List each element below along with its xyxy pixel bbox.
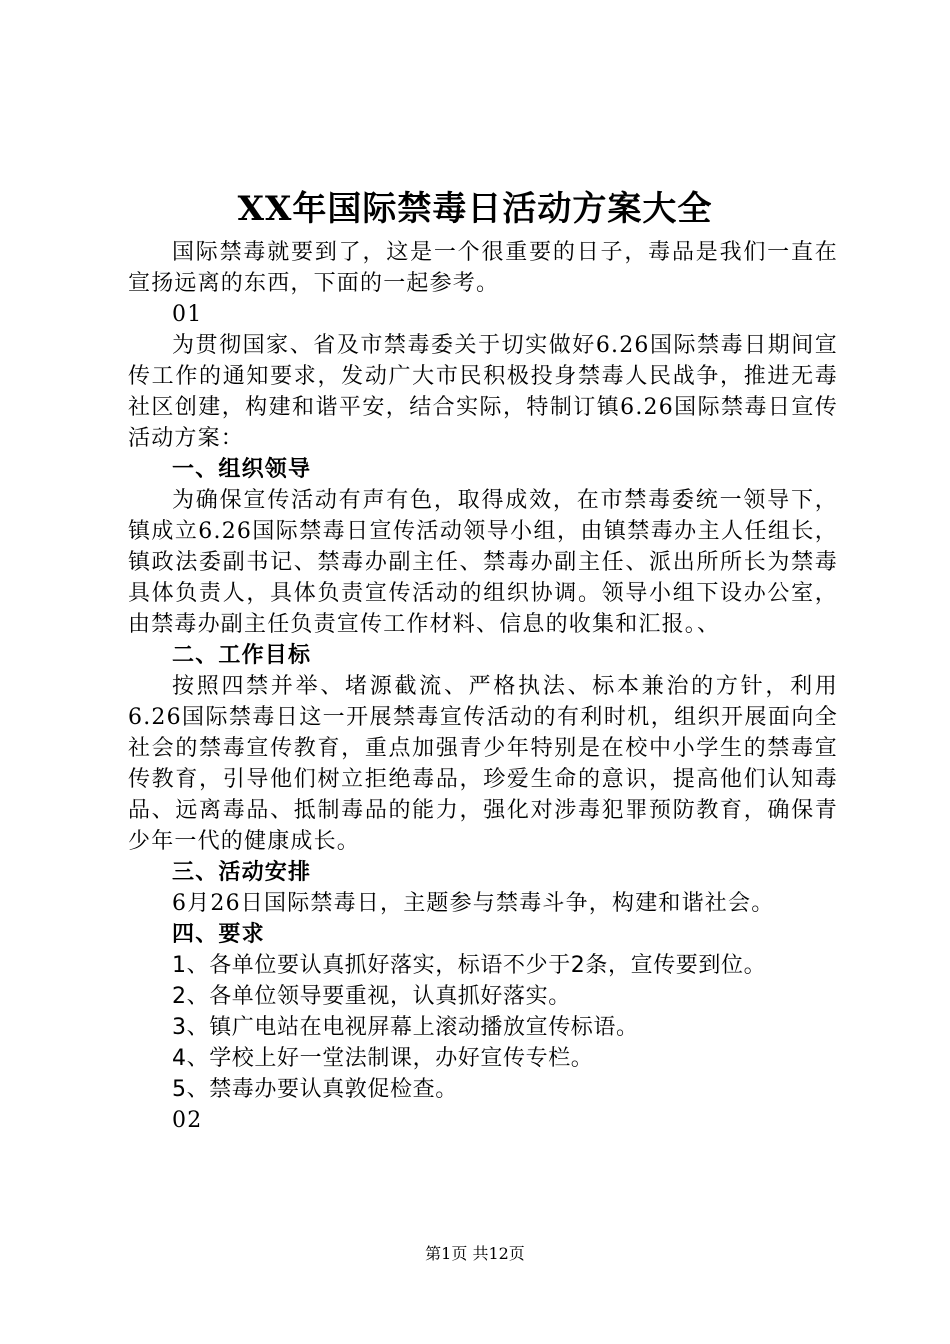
- arrangement-paragraph: 6月26日国际禁毒日，主题参与禁毒斗争，构建和谐社会。: [172, 891, 775, 916]
- requirement-item: 4、学校上好一堂法制课，办好宣传专栏。: [172, 1046, 594, 1071]
- heading-organization: 一、组织领导: [172, 457, 312, 482]
- heading-goals: 二、工作目标: [172, 643, 312, 668]
- requirement-item: 3、镇广电站在电视屏幕上滚动播放宣传标语。: [172, 1015, 639, 1040]
- requirement-item: 1、各单位要认真抓好落实，标语不少于2条，宣传要到位。: [172, 953, 767, 978]
- heading-arrangement: 三、活动安排: [172, 860, 312, 885]
- section-number-01: 01: [172, 302, 203, 327]
- intro-paragraph: 国际禁毒就要到了，这是一个很重要的日子，毒品是我们一直在宣扬远离的东西，下面的一起参考。: [128, 240, 838, 296]
- document-title: XX年国际禁毒日活动方案大全: [237, 189, 713, 229]
- page-footer: 第1页 共12页: [425, 1244, 525, 1263]
- section1-paragraph: 为贯彻国家、省及市禁毒委关于切实做好6.26国际禁毒日期间宣传工作的通知要求，发动广大市民积极投身禁毒人民战争，推进无毒社区创建，构建和谐平安，结合实际，特制订镇6.26国际禁毒日宣传活动方案：: [128, 333, 838, 451]
- heading-requirements: 四、要求: [172, 922, 265, 947]
- organization-paragraph: 为确保宣传活动有声有色，取得成效，在市禁毒委统一领导下，镇成立6.26国际禁毒日宣传活动领导小组，由镇禁毒办主人任组长，镇政法委副书记、禁毒办副主任、禁毒办副主任、派出所所长为禁毒具体负责人，具体负责宣传活动的组织协调。领导小组下设办公室，由禁毒办副主任负责宣传工作材料、信息的收集和汇报。、: [128, 488, 838, 637]
- document-body: [128, 237, 838, 1136]
- requirement-item: 2、各单位领导要重视，认真抓好落实。: [172, 984, 571, 1009]
- goals-paragraph: 按照四禁并举、堵源截流、严格执法、标本兼治的方针，利用6.26国际禁毒日这一开展禁毒宣传活动的有利时机，组织开展面向全社会的禁毒宣传教育，重点加强青少年特别是在校中小学生的禁毒宣传教育，引导他们树立拒绝毒品，珍爱生命的意识，提高他们认知毒品、远离毒品、抵制毒品的能力，强化对涉毒犯罪预防教育，确保青少年一代的健康成长。: [128, 674, 838, 854]
- section-number-02: 02: [172, 1108, 203, 1133]
- requirement-item: 5、禁毒办要认真敦促检查。: [172, 1077, 458, 1102]
